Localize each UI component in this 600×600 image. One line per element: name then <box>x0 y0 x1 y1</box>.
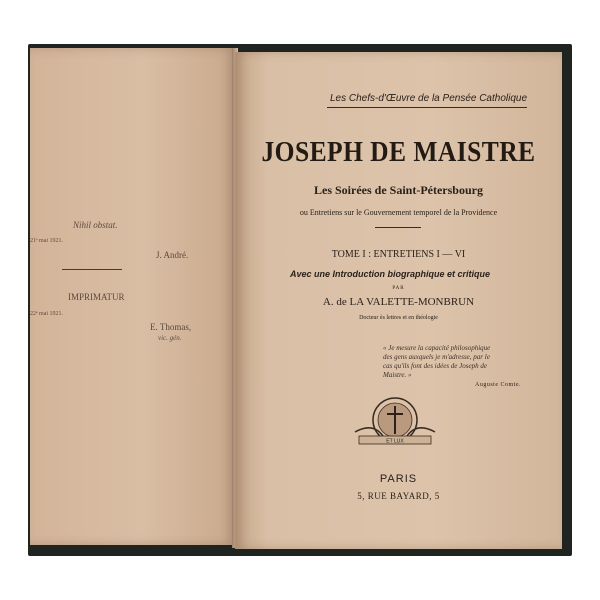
editor-title: Docteur ès lettres et en théologie <box>359 315 438 321</box>
date-two: 22ᵉ mai 1921. <box>30 311 64 317</box>
quote-line: des gens auxquels je m'adresse, par le <box>383 353 490 361</box>
nihil-obstat: Nihil obstat. <box>73 220 118 230</box>
left-page <box>30 48 235 545</box>
series-underline <box>327 107 527 108</box>
editor-name: A. de LA VALETTE-MONBRUN <box>322 296 475 308</box>
right-page <box>235 52 562 549</box>
quote-author: Auguste Comte. <box>475 382 521 388</box>
quote-line: « Je mesure la capacité philosophique <box>383 344 491 352</box>
work-subtitle: ou Entretiens sur le Gouvernement temporel de la Providence <box>299 208 498 217</box>
publisher-emblem <box>353 392 437 450</box>
quote-block <box>383 344 490 380</box>
title-divider <box>375 227 421 228</box>
emblem-text: ET LUX <box>386 438 404 445</box>
quote-line: Maistre. » <box>383 371 412 379</box>
imprimatur: IMPRIMATUR <box>68 292 125 302</box>
tome-line: TOME I : ENTRETIENS I — VI <box>331 249 466 260</box>
date-one: 21ᵉ mai 1921. <box>30 238 64 244</box>
series-title: Les Chefs-d'Œuvre de la Pensée Catholique <box>330 93 528 104</box>
andre-signature: J. André. <box>156 250 189 260</box>
author-title: JOSEPH DE MAISTRE <box>261 136 536 168</box>
publisher-address: 5, RUE BAYARD, 5 <box>357 491 440 501</box>
thomas-title: vic. gén. <box>158 334 182 342</box>
quote-line: cas qu'ils font des idées de Joseph de <box>383 362 487 370</box>
thomas-signature: E. Thomas, <box>150 322 192 332</box>
par-line: PAR <box>392 286 405 291</box>
work-title: Les Soirées de Saint-Pétersbourg <box>314 183 483 197</box>
intro-line: Avec une Introduction biographique et critique <box>290 269 491 279</box>
city: PARIS <box>379 473 418 485</box>
left-divider <box>62 269 122 270</box>
